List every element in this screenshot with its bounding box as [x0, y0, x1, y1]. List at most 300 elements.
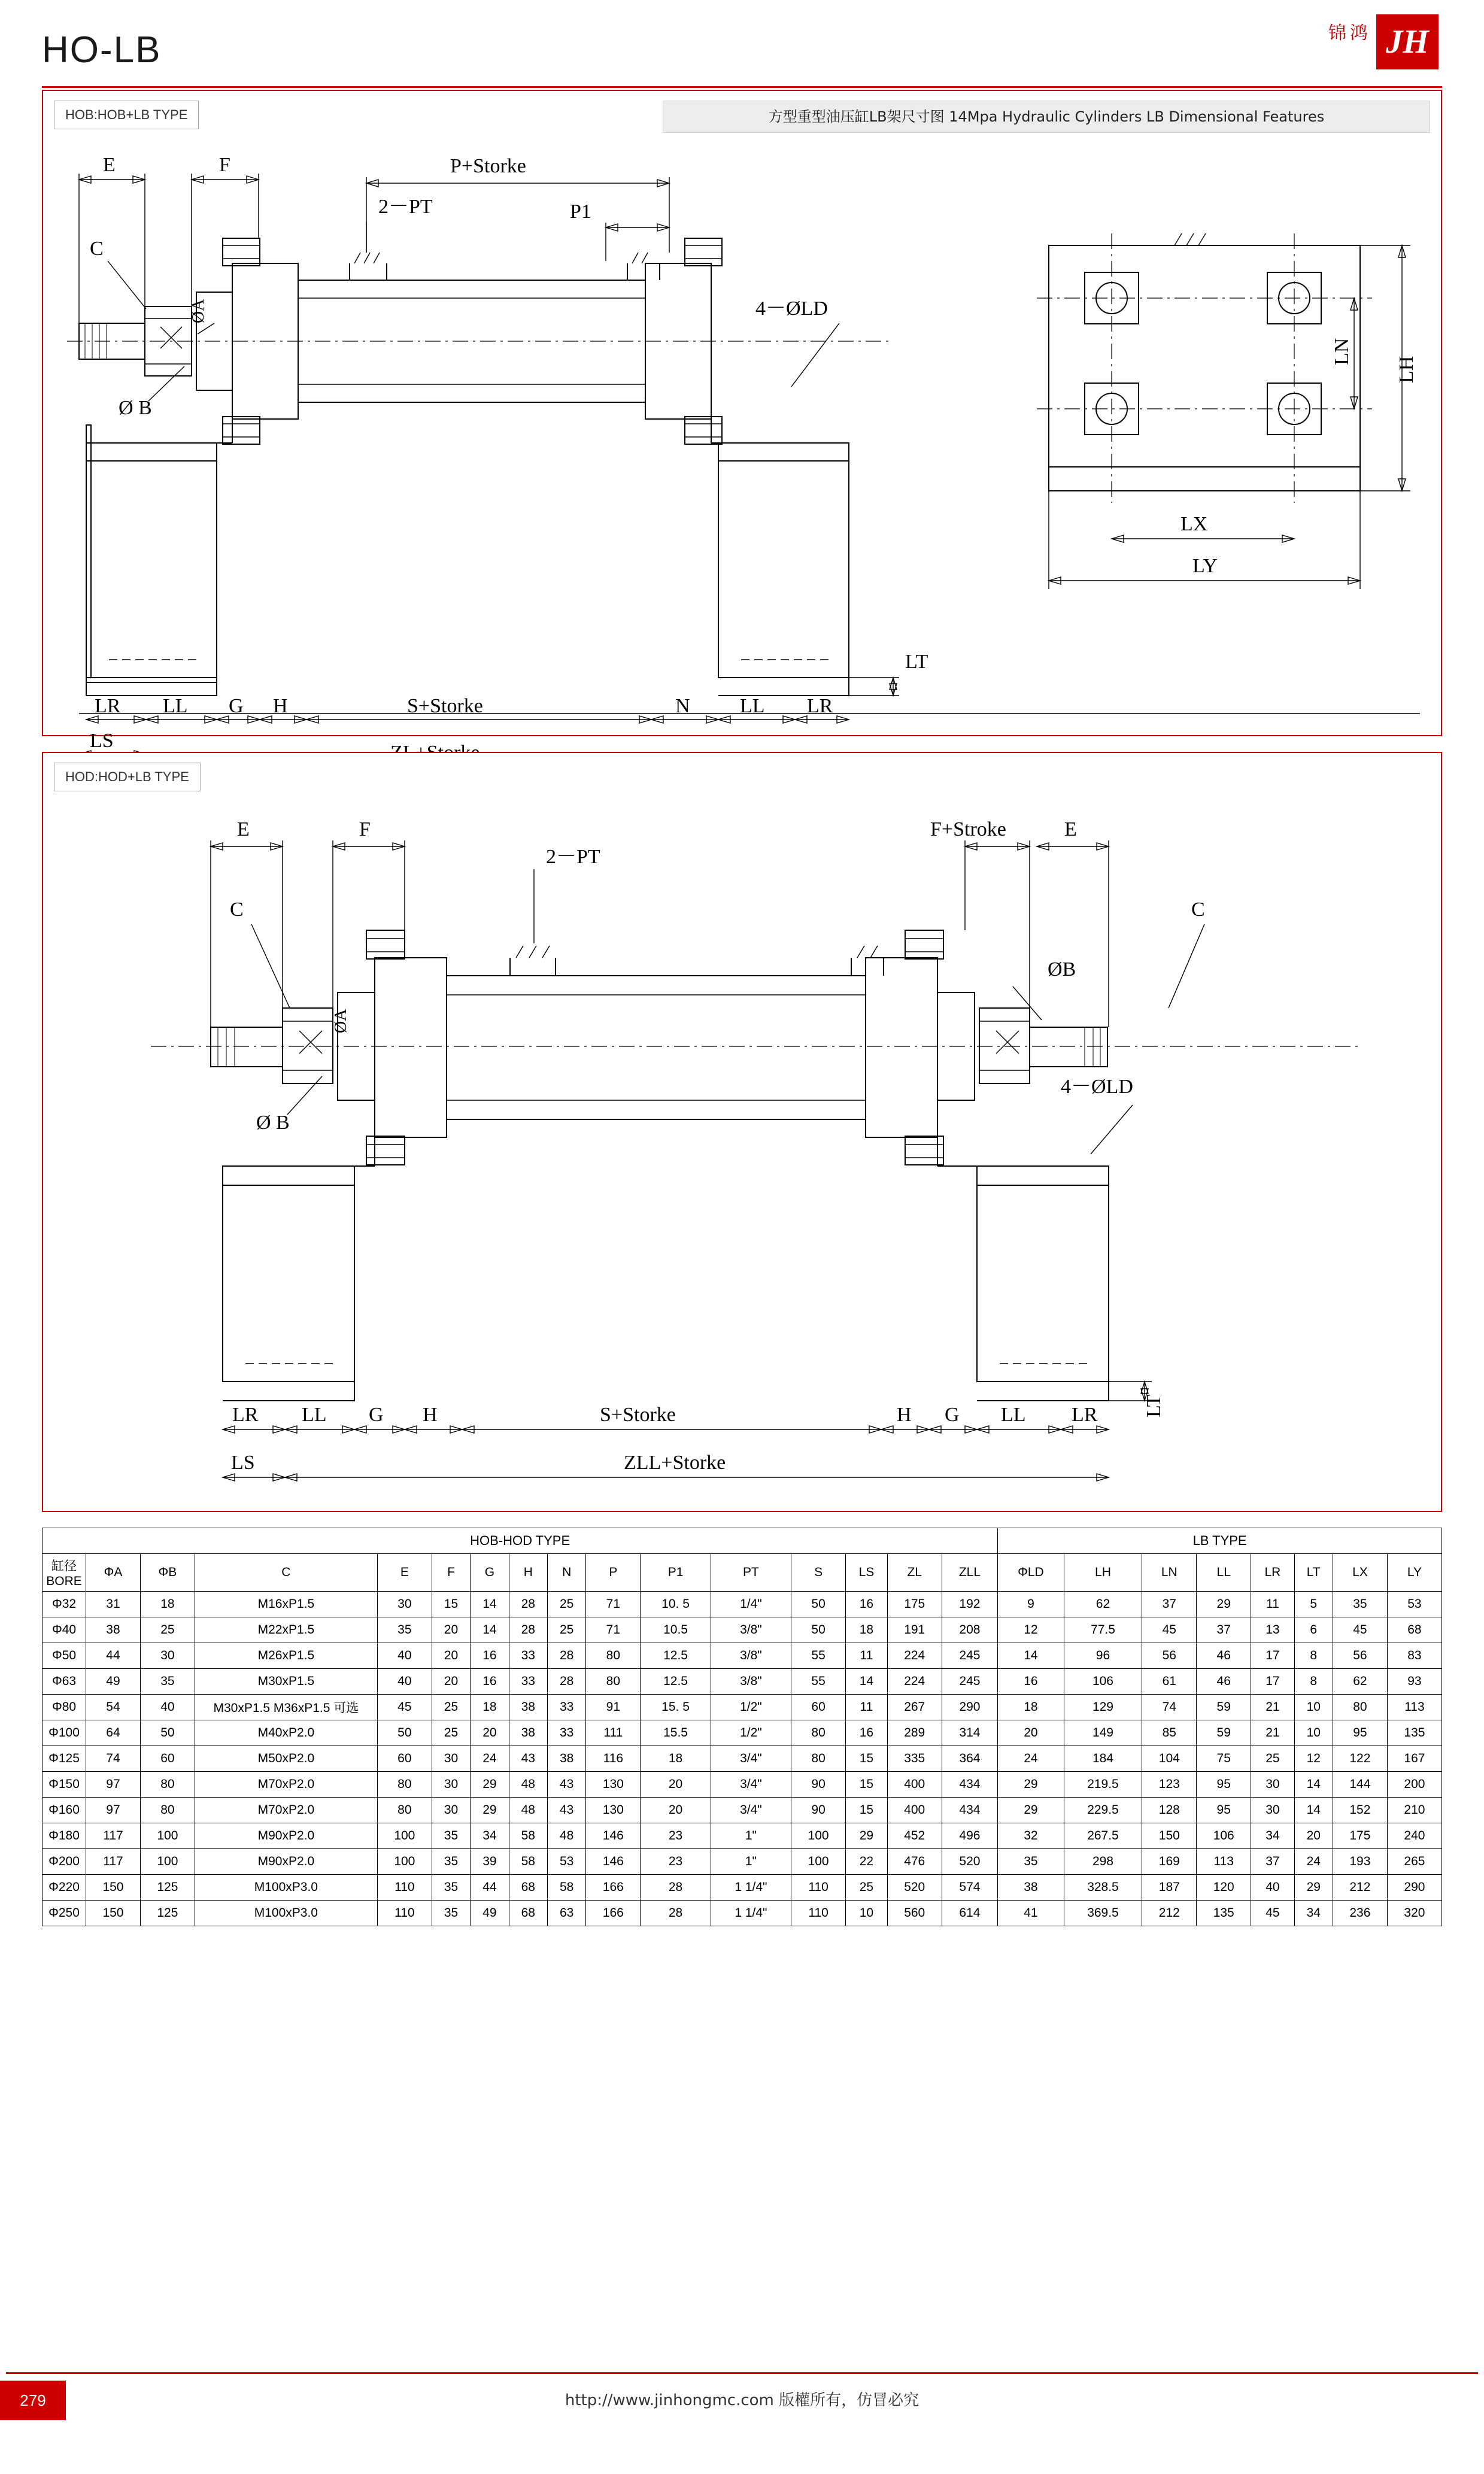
table-cell: 40: [377, 1643, 432, 1669]
table-group-header-row: [43, 1528, 1442, 1554]
col-LH: LH: [1064, 1554, 1142, 1592]
logo-initials: JH: [1386, 23, 1429, 60]
table-cell: 34: [1294, 1901, 1333, 1926]
table-cell: 93: [1387, 1669, 1441, 1695]
dim-fstroke-hod: F+Stroke: [930, 818, 1006, 840]
dim-lr1-hod: LR: [232, 1404, 259, 1426]
table-cell: 15.5: [641, 1720, 711, 1746]
table-cell: 60: [140, 1746, 195, 1772]
table-cell: 58: [509, 1849, 547, 1875]
dim-h-hob: H: [273, 695, 288, 717]
table-cell: 83: [1387, 1643, 1441, 1669]
table-cell: 45: [1251, 1901, 1294, 1926]
col-C: C: [195, 1554, 377, 1592]
table-cell: 68: [1387, 1617, 1441, 1643]
footer-divider: [6, 2372, 1478, 2374]
table-cell: 49: [471, 1901, 509, 1926]
table-cell: 236: [1333, 1901, 1387, 1926]
label-2pt-hob: 2－PT: [378, 196, 433, 218]
table-cell: 129: [1064, 1695, 1142, 1720]
table-cell: 130: [586, 1772, 641, 1798]
label-c-hob: C: [90, 238, 104, 260]
table-cell: 12.5: [641, 1643, 711, 1669]
table-cell: 113: [1387, 1695, 1441, 1720]
col-ZL: ZL: [887, 1554, 942, 1592]
table-cell: 100: [377, 1823, 432, 1849]
table-cell: 400: [887, 1772, 942, 1798]
table-cell: 38: [509, 1695, 547, 1720]
table-cell: 25: [1251, 1746, 1294, 1772]
table-cell: 1/4": [711, 1592, 791, 1617]
table-cell: 20: [998, 1720, 1064, 1746]
col-bore-en: BORE: [46, 1574, 82, 1588]
dim-g-hob: G: [229, 695, 244, 717]
table-cell: 120: [1197, 1875, 1251, 1901]
table-cell: 53: [1387, 1592, 1441, 1617]
table-cell: 34: [1251, 1823, 1294, 1849]
table-cell: 96: [1064, 1643, 1142, 1669]
table-cell: 23: [641, 1849, 711, 1875]
table-cell: 10. 5: [641, 1592, 711, 1617]
page-header: [36, 0, 1448, 90]
table-cell: M26xP1.5: [195, 1643, 377, 1669]
table-row: [43, 1798, 1442, 1823]
table-cell: 20: [641, 1772, 711, 1798]
table-cell: 146: [586, 1849, 641, 1875]
table-cell: 3/4": [711, 1772, 791, 1798]
table-cell: 452: [887, 1823, 942, 1849]
table-cell: 3/4": [711, 1798, 791, 1823]
table-cell: M30xP1.5 M36xP1.5 可选: [195, 1695, 377, 1720]
table-body: [43, 1592, 1442, 1926]
table-cell: 320: [1387, 1901, 1441, 1926]
table-cell: 122: [1333, 1746, 1387, 1772]
table-row: [43, 1849, 1442, 1875]
table-cell: M50xP2.0: [195, 1746, 377, 1772]
table-cell: 100: [140, 1823, 195, 1849]
table-cell: M30xP1.5: [195, 1669, 377, 1695]
table-cell: 29: [1294, 1875, 1333, 1901]
dim-ll2-hod: LL: [1001, 1404, 1026, 1426]
dim-ls-hob: LS: [90, 730, 114, 752]
table-cell: 187: [1142, 1875, 1197, 1901]
table-cell: 71: [586, 1617, 641, 1643]
table-cell: 95: [1197, 1798, 1251, 1823]
table-cell: 22: [846, 1849, 888, 1875]
table-cell: 16: [471, 1643, 509, 1669]
table-cell: 12: [998, 1617, 1064, 1643]
logo-chinese-name: 锦鸿: [1328, 23, 1371, 44]
table-cell: 20: [471, 1720, 509, 1746]
col-LS: LS: [846, 1554, 888, 1592]
dim-ln-hob: LN: [1331, 338, 1353, 365]
table-cell: 35: [432, 1849, 470, 1875]
table-cell: 32: [998, 1823, 1064, 1849]
col-phiLD: ΦLD: [998, 1554, 1064, 1592]
table-cell: Φ50: [43, 1643, 86, 1669]
table-cell: 38: [547, 1746, 585, 1772]
label-c1-hod: C: [230, 898, 244, 921]
col-E: E: [377, 1554, 432, 1592]
table-cell: 3/8": [711, 1617, 791, 1643]
dim-ll1-hod: LL: [302, 1404, 327, 1426]
table-cell: 100: [377, 1849, 432, 1875]
dim-lh-hob: LH: [1395, 356, 1418, 383]
table-cell: 166: [586, 1901, 641, 1926]
table-cell: 184: [1064, 1746, 1142, 1772]
table-cell: 520: [887, 1875, 942, 1901]
table-row: [43, 1592, 1442, 1617]
table-cell: 55: [791, 1669, 846, 1695]
table-cell: 80: [586, 1669, 641, 1695]
col-LR: LR: [1251, 1554, 1294, 1592]
table-cell: 53: [547, 1849, 585, 1875]
table-cell: 3/8": [711, 1643, 791, 1669]
table-cell: 265: [1387, 1849, 1441, 1875]
table-cell: 192: [942, 1592, 998, 1617]
label-phiB1-hod: Ø B: [256, 1112, 290, 1134]
dim-pstorke-hob: P+Storke: [450, 155, 526, 177]
table-cell: 46: [1197, 1669, 1251, 1695]
table-cell: 21: [1251, 1720, 1294, 1746]
table-cell: 25: [846, 1875, 888, 1901]
table-cell: 20: [1294, 1823, 1333, 1849]
table-cell: 17: [1251, 1669, 1294, 1695]
table-cell: 229.5: [1064, 1798, 1142, 1823]
table-column-header-row: [43, 1554, 1442, 1592]
table-cell: 56: [1142, 1643, 1197, 1669]
table-cell: 28: [509, 1592, 547, 1617]
table-cell: 44: [86, 1643, 141, 1669]
drawing-hod: [43, 807, 1444, 1501]
table-cell: 245: [942, 1643, 998, 1669]
dim-g2-hod: G: [945, 1404, 960, 1426]
table-cell: 80: [1333, 1695, 1387, 1720]
dim-lr1-hob: LR: [95, 695, 121, 717]
col-PT: PT: [711, 1554, 791, 1592]
table-cell: 224: [887, 1669, 942, 1695]
dim-g1-hod: G: [369, 1404, 384, 1426]
table-cell: 28: [547, 1643, 585, 1669]
table-cell: 110: [377, 1901, 432, 1926]
table-cell: 150: [1142, 1823, 1197, 1849]
table-cell: 14: [998, 1643, 1064, 1669]
table-row: [43, 1875, 1442, 1901]
table-cell: 60: [791, 1695, 846, 1720]
table-cell: 8: [1294, 1643, 1333, 1669]
table-cell: 5: [1294, 1592, 1333, 1617]
table-cell: 35: [432, 1875, 470, 1901]
table-cell: 125: [140, 1901, 195, 1926]
table-cell: 49: [86, 1669, 141, 1695]
table-cell: 50: [377, 1720, 432, 1746]
page-number: 279: [0, 2381, 66, 2420]
table-cell: 75: [1197, 1746, 1251, 1772]
table-cell: 29: [1197, 1592, 1251, 1617]
table-cell: 80: [586, 1643, 641, 1669]
table-cell: 11: [846, 1643, 888, 1669]
table-cell: Φ80: [43, 1695, 86, 1720]
label-4phild-hod: 4－ØLD: [1061, 1076, 1133, 1098]
table-cell: 45: [377, 1695, 432, 1720]
table-cell: 20: [432, 1669, 470, 1695]
table-cell: 400: [887, 1798, 942, 1823]
table-cell: 97: [86, 1772, 141, 1798]
table-cell: 43: [547, 1798, 585, 1823]
table-cell: 135: [1387, 1720, 1441, 1746]
table-cell: 74: [1142, 1695, 1197, 1720]
table-cell: 50: [140, 1720, 195, 1746]
table-cell: 33: [547, 1695, 585, 1720]
table-cell: 30: [1251, 1772, 1294, 1798]
table-cell: 289: [887, 1720, 942, 1746]
table-row: [43, 1617, 1442, 1643]
table-cell: 50: [791, 1592, 846, 1617]
table-cell: 80: [791, 1746, 846, 1772]
table-cell: 30: [432, 1772, 470, 1798]
dim-ls-hod: LS: [231, 1452, 255, 1474]
table-cell: 14: [846, 1669, 888, 1695]
table-cell: 38: [86, 1617, 141, 1643]
col-LL: LL: [1197, 1554, 1251, 1592]
dim-F-hob: F: [219, 154, 230, 176]
table-cell: 29: [998, 1772, 1064, 1798]
col-N: N: [547, 1554, 585, 1592]
table-cell: 18: [471, 1695, 509, 1720]
table-cell: 123: [1142, 1772, 1197, 1798]
table-cell: 15: [846, 1772, 888, 1798]
table-cell: 245: [942, 1669, 998, 1695]
table-cell: 110: [791, 1901, 846, 1926]
table-cell: Φ220: [43, 1875, 86, 1901]
table-cell: 43: [509, 1746, 547, 1772]
table-cell: 48: [509, 1772, 547, 1798]
table-cell: 54: [86, 1695, 141, 1720]
table-cell: 68: [509, 1875, 547, 1901]
table-cell: 24: [1294, 1849, 1333, 1875]
table-cell: 16: [846, 1592, 888, 1617]
col-LT: LT: [1294, 1554, 1333, 1592]
table-cell: 104: [1142, 1746, 1197, 1772]
table-cell: 267.5: [1064, 1823, 1142, 1849]
table-cell: 61: [1142, 1669, 1197, 1695]
table-cell: 50: [791, 1617, 846, 1643]
table-cell: 100: [791, 1849, 846, 1875]
table-cell: 29: [998, 1798, 1064, 1823]
table-cell: 33: [509, 1669, 547, 1695]
table-cell: Φ32: [43, 1592, 86, 1617]
table-cell: 290: [942, 1695, 998, 1720]
table-cell: 48: [509, 1798, 547, 1823]
table-cell: 91: [586, 1695, 641, 1720]
table-cell: 560: [887, 1901, 942, 1926]
dim-lr2-hod: LR: [1072, 1404, 1098, 1426]
dim-lr2-hob: LR: [807, 695, 833, 717]
table-cell: 95: [1333, 1720, 1387, 1746]
dim-ll2-hob: LL: [740, 695, 765, 717]
table-cell: 106: [1064, 1669, 1142, 1695]
table-cell: 30: [432, 1746, 470, 1772]
col-phiA: ΦA: [86, 1554, 141, 1592]
label-phiB-hob: Ø B: [119, 397, 152, 419]
table-cell: 28: [547, 1669, 585, 1695]
table-cell: 59: [1197, 1720, 1251, 1746]
table-cell: 574: [942, 1875, 998, 1901]
table-cell: 18: [641, 1746, 711, 1772]
table-cell: M90xP2.0: [195, 1823, 377, 1849]
table-cell: 18: [846, 1617, 888, 1643]
dim-lt-hod: LT: [1143, 1394, 1165, 1417]
table-cell: Φ180: [43, 1823, 86, 1849]
table-cell: 152: [1333, 1798, 1387, 1823]
table-cell: 496: [942, 1823, 998, 1849]
label-4phild-hob: 4－ØLD: [755, 298, 828, 320]
table-cell: 25: [432, 1720, 470, 1746]
dim-E1-hod: E: [237, 818, 250, 840]
table-cell: 15: [846, 1798, 888, 1823]
table-cell: 12.5: [641, 1669, 711, 1695]
table-cell: 175: [1333, 1823, 1387, 1849]
company-logo: [1257, 14, 1442, 72]
dim-sstorke-hob: S+Storke: [407, 695, 483, 717]
table-cell: 14: [471, 1617, 509, 1643]
table-cell: 41: [998, 1901, 1064, 1926]
table-cell: 169: [1142, 1849, 1197, 1875]
table-cell: 130: [586, 1798, 641, 1823]
table-cell: 46: [1197, 1643, 1251, 1669]
table-cell: M70xP2.0: [195, 1772, 377, 1798]
dim-lx-hob: LX: [1180, 513, 1208, 535]
table-cell: 146: [586, 1823, 641, 1849]
table-cell: 100: [791, 1823, 846, 1849]
table-cell: 24: [998, 1746, 1064, 1772]
col-bore: [43, 1554, 86, 1592]
table-cell: 18: [998, 1695, 1064, 1720]
table-cell: 58: [509, 1823, 547, 1849]
figure-panel-hob: [42, 90, 1442, 752]
table-cell: 17: [1251, 1643, 1294, 1669]
table-cell: M100xP3.0: [195, 1875, 377, 1901]
header-divider: [42, 86, 1442, 88]
col-H: H: [509, 1554, 547, 1592]
table-cell: 290: [1387, 1875, 1441, 1901]
table-cell: 267: [887, 1695, 942, 1720]
table-cell: 14: [1294, 1798, 1333, 1823]
table-cell: 117: [86, 1849, 141, 1875]
table-cell: 1": [711, 1849, 791, 1875]
table-cell: 1 1/4": [711, 1875, 791, 1901]
table-cell: 64: [86, 1720, 141, 1746]
table-cell: 3/8": [711, 1669, 791, 1695]
table-cell: 110: [791, 1875, 846, 1901]
table-cell: 30: [1251, 1798, 1294, 1823]
label-phiA-hod: ØA: [332, 1009, 350, 1033]
label-c2-hod: C: [1191, 898, 1205, 921]
table-cell: 117: [86, 1823, 141, 1849]
group-header-lb: LB TYPE: [998, 1528, 1442, 1554]
table-cell: 80: [377, 1772, 432, 1798]
table-cell: 6: [1294, 1617, 1333, 1643]
col-LX: LX: [1333, 1554, 1387, 1592]
table-cell: 85: [1142, 1720, 1197, 1746]
dim-n-hob: N: [675, 695, 690, 717]
table-cell: 45: [1142, 1617, 1197, 1643]
figure-panel-hod: [42, 752, 1442, 1512]
table-cell: 55: [791, 1643, 846, 1669]
table-cell: 520: [942, 1849, 998, 1875]
panel-title-bar: [663, 101, 1430, 133]
table-cell: 20: [432, 1617, 470, 1643]
panel-tag-hod: HOD:HOD+LB TYPE: [54, 763, 201, 791]
dimensions-table: [42, 1528, 1442, 1926]
table-cell: 150: [86, 1901, 141, 1926]
table-cell: 59: [1197, 1695, 1251, 1720]
table-cell: 28: [641, 1901, 711, 1926]
table-cell: 35: [377, 1617, 432, 1643]
col-G: G: [471, 1554, 509, 1592]
table-cell: M100xP3.0: [195, 1901, 377, 1926]
table-cell: 38: [998, 1875, 1064, 1901]
table-cell: 240: [1387, 1823, 1441, 1849]
table-cell: 21: [1251, 1695, 1294, 1720]
table-cell: 15: [432, 1592, 470, 1617]
table-cell: 43: [547, 1772, 585, 1798]
table-cell: 149: [1064, 1720, 1142, 1746]
table-cell: 193: [1333, 1849, 1387, 1875]
table-row: [43, 1772, 1442, 1798]
table-cell: 25: [547, 1617, 585, 1643]
table-cell: 80: [791, 1720, 846, 1746]
table-cell: 1": [711, 1823, 791, 1849]
footer-text: http://www.jinhongmc.com 版權所有，仿冒必究: [565, 2391, 919, 2409]
table-cell: 166: [586, 1875, 641, 1901]
col-P: P: [586, 1554, 641, 1592]
table-cell: 212: [1142, 1901, 1197, 1926]
table-cell: 144: [1333, 1772, 1387, 1798]
table-cell: Φ125: [43, 1746, 86, 1772]
table-cell: 33: [547, 1720, 585, 1746]
table-cell: 191: [887, 1617, 942, 1643]
table-cell: 37: [1142, 1592, 1197, 1617]
table-cell: 77.5: [1064, 1617, 1142, 1643]
table-cell: 37: [1251, 1849, 1294, 1875]
dim-ll1-hob: LL: [163, 695, 188, 717]
table-cell: M90xP2.0: [195, 1849, 377, 1875]
col-LN: LN: [1142, 1554, 1197, 1592]
table-cell: 10.5: [641, 1617, 711, 1643]
table-cell: 369.5: [1064, 1901, 1142, 1926]
table-row: [43, 1901, 1442, 1926]
table-cell: Φ40: [43, 1617, 86, 1643]
col-F: F: [432, 1554, 470, 1592]
table-cell: 298: [1064, 1849, 1142, 1875]
table-cell: 44: [471, 1875, 509, 1901]
table-cell: 434: [942, 1772, 998, 1798]
table-cell: 13: [1251, 1617, 1294, 1643]
table-cell: 10: [1294, 1720, 1333, 1746]
table-cell: 434: [942, 1798, 998, 1823]
table-cell: 135: [1197, 1901, 1251, 1926]
table-cell: 68: [509, 1901, 547, 1926]
table-cell: 30: [140, 1643, 195, 1669]
table-cell: 167: [1387, 1746, 1441, 1772]
dim-E-hob: E: [103, 154, 116, 176]
table-cell: M40xP2.0: [195, 1720, 377, 1746]
table-cell: 314: [942, 1720, 998, 1746]
table-cell: Φ150: [43, 1772, 86, 1798]
table-cell: 128: [1142, 1798, 1197, 1823]
table-cell: 12: [1294, 1746, 1333, 1772]
